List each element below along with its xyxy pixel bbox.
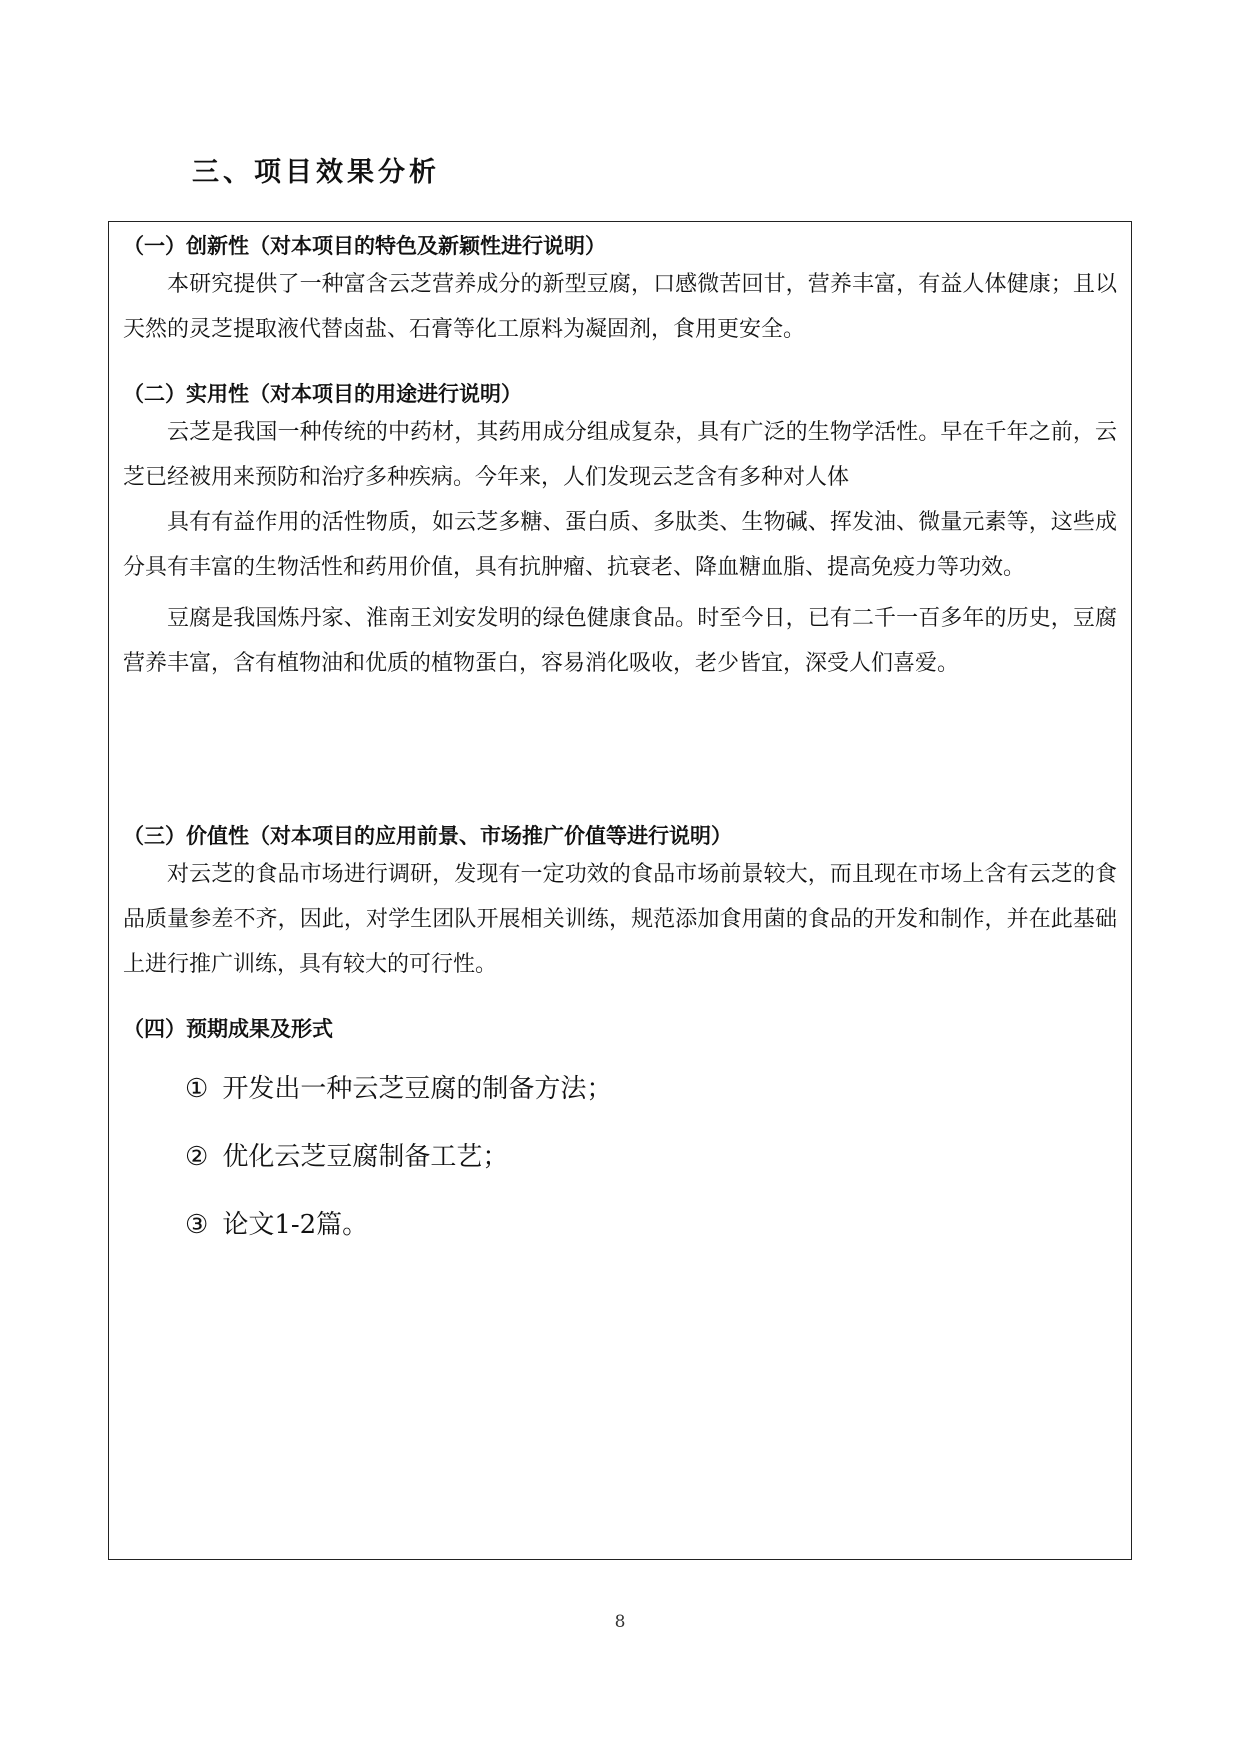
outcome-item [123, 1191, 1117, 1259]
practicality-paragraph-3: 豆腐是我国炼丹家、淮南王刘安发明的绿色健康食品。时至今日，已有二千一百多年的历史，豆腐营养丰富，含有植物油和优质的植物蛋白，容易消化吸收，老少皆宜，深受人们喜爱。 [123, 606, 1117, 676]
practicality-section [123, 378, 1117, 686]
page-number: 8 [614, 1612, 626, 1632]
outcomes-section [123, 1013, 1117, 1259]
outcomes-heading: （四）预期成果及形式 [123, 1017, 333, 1041]
outcome-item [123, 1123, 1117, 1191]
outcome-marker: ③ [185, 1210, 209, 1240]
innovation-heading: （一）创新性（对本项目的特色及新颖性进行说明） [123, 234, 606, 258]
outcome-text: 开发出一种云芝豆腐的制备方法； [222, 1074, 613, 1104]
outcome-marker: ① [185, 1074, 209, 1104]
value-paragraph: 对云芝的食品市场进行调研，发现有一定功效的食品市场前景较大，而且现在市场上含有云芝的食品质量参差不齐，因此，对学生团队开展相关训练，规范添加食用菌的食品的开发和制作，并在此基础上进行推广训练，具有较大的可行性。 [123, 862, 1117, 977]
value-section [123, 820, 1117, 987]
section-title: 三、项目效果分析 [192, 157, 440, 188]
outcome-item [123, 1055, 1117, 1123]
outcomes-list [123, 1055, 1117, 1259]
innovation-section [123, 230, 1117, 352]
form-box [108, 221, 1132, 1560]
outcome-text: 优化云芝豆腐制备工艺； [222, 1142, 509, 1172]
practicality-paragraph-2: 具有有益作用的活性物质，如云芝多糖、蛋白质、多肽类、生物碱、挥发油、微量元素等，这些成分具有丰富的生物活性和药用价值，具有抗肿瘤、抗衰老、降血糖血脂、提高免疫力等功效。 [123, 510, 1117, 580]
value-heading: （三）价值性（对本项目的应用前景、市场推广价值等进行说明） [123, 824, 732, 848]
practicality-heading: （二）实用性（对本项目的用途进行说明） [123, 382, 522, 406]
outcome-marker: ② [185, 1142, 209, 1172]
outcome-text: 论文1-2篇。 [222, 1210, 369, 1240]
innovation-paragraph: 本研究提供了一种富含云芝营养成分的新型豆腐，口感微苦回甘，营养丰富，有益人体健康；且以天然的灵芝提取液代替卤盐、石膏等化工原料为凝固剂，食用更安全。 [123, 272, 1117, 342]
practicality-paragraph-1: 云芝是我国一种传统的中药材，其药用成分组成复杂，具有广泛的生物学活性。早在千年之前，云芝已经被用来预防和治疗多种疾病。今年来，人们发现云芝含有多种对人体 [123, 420, 1117, 490]
